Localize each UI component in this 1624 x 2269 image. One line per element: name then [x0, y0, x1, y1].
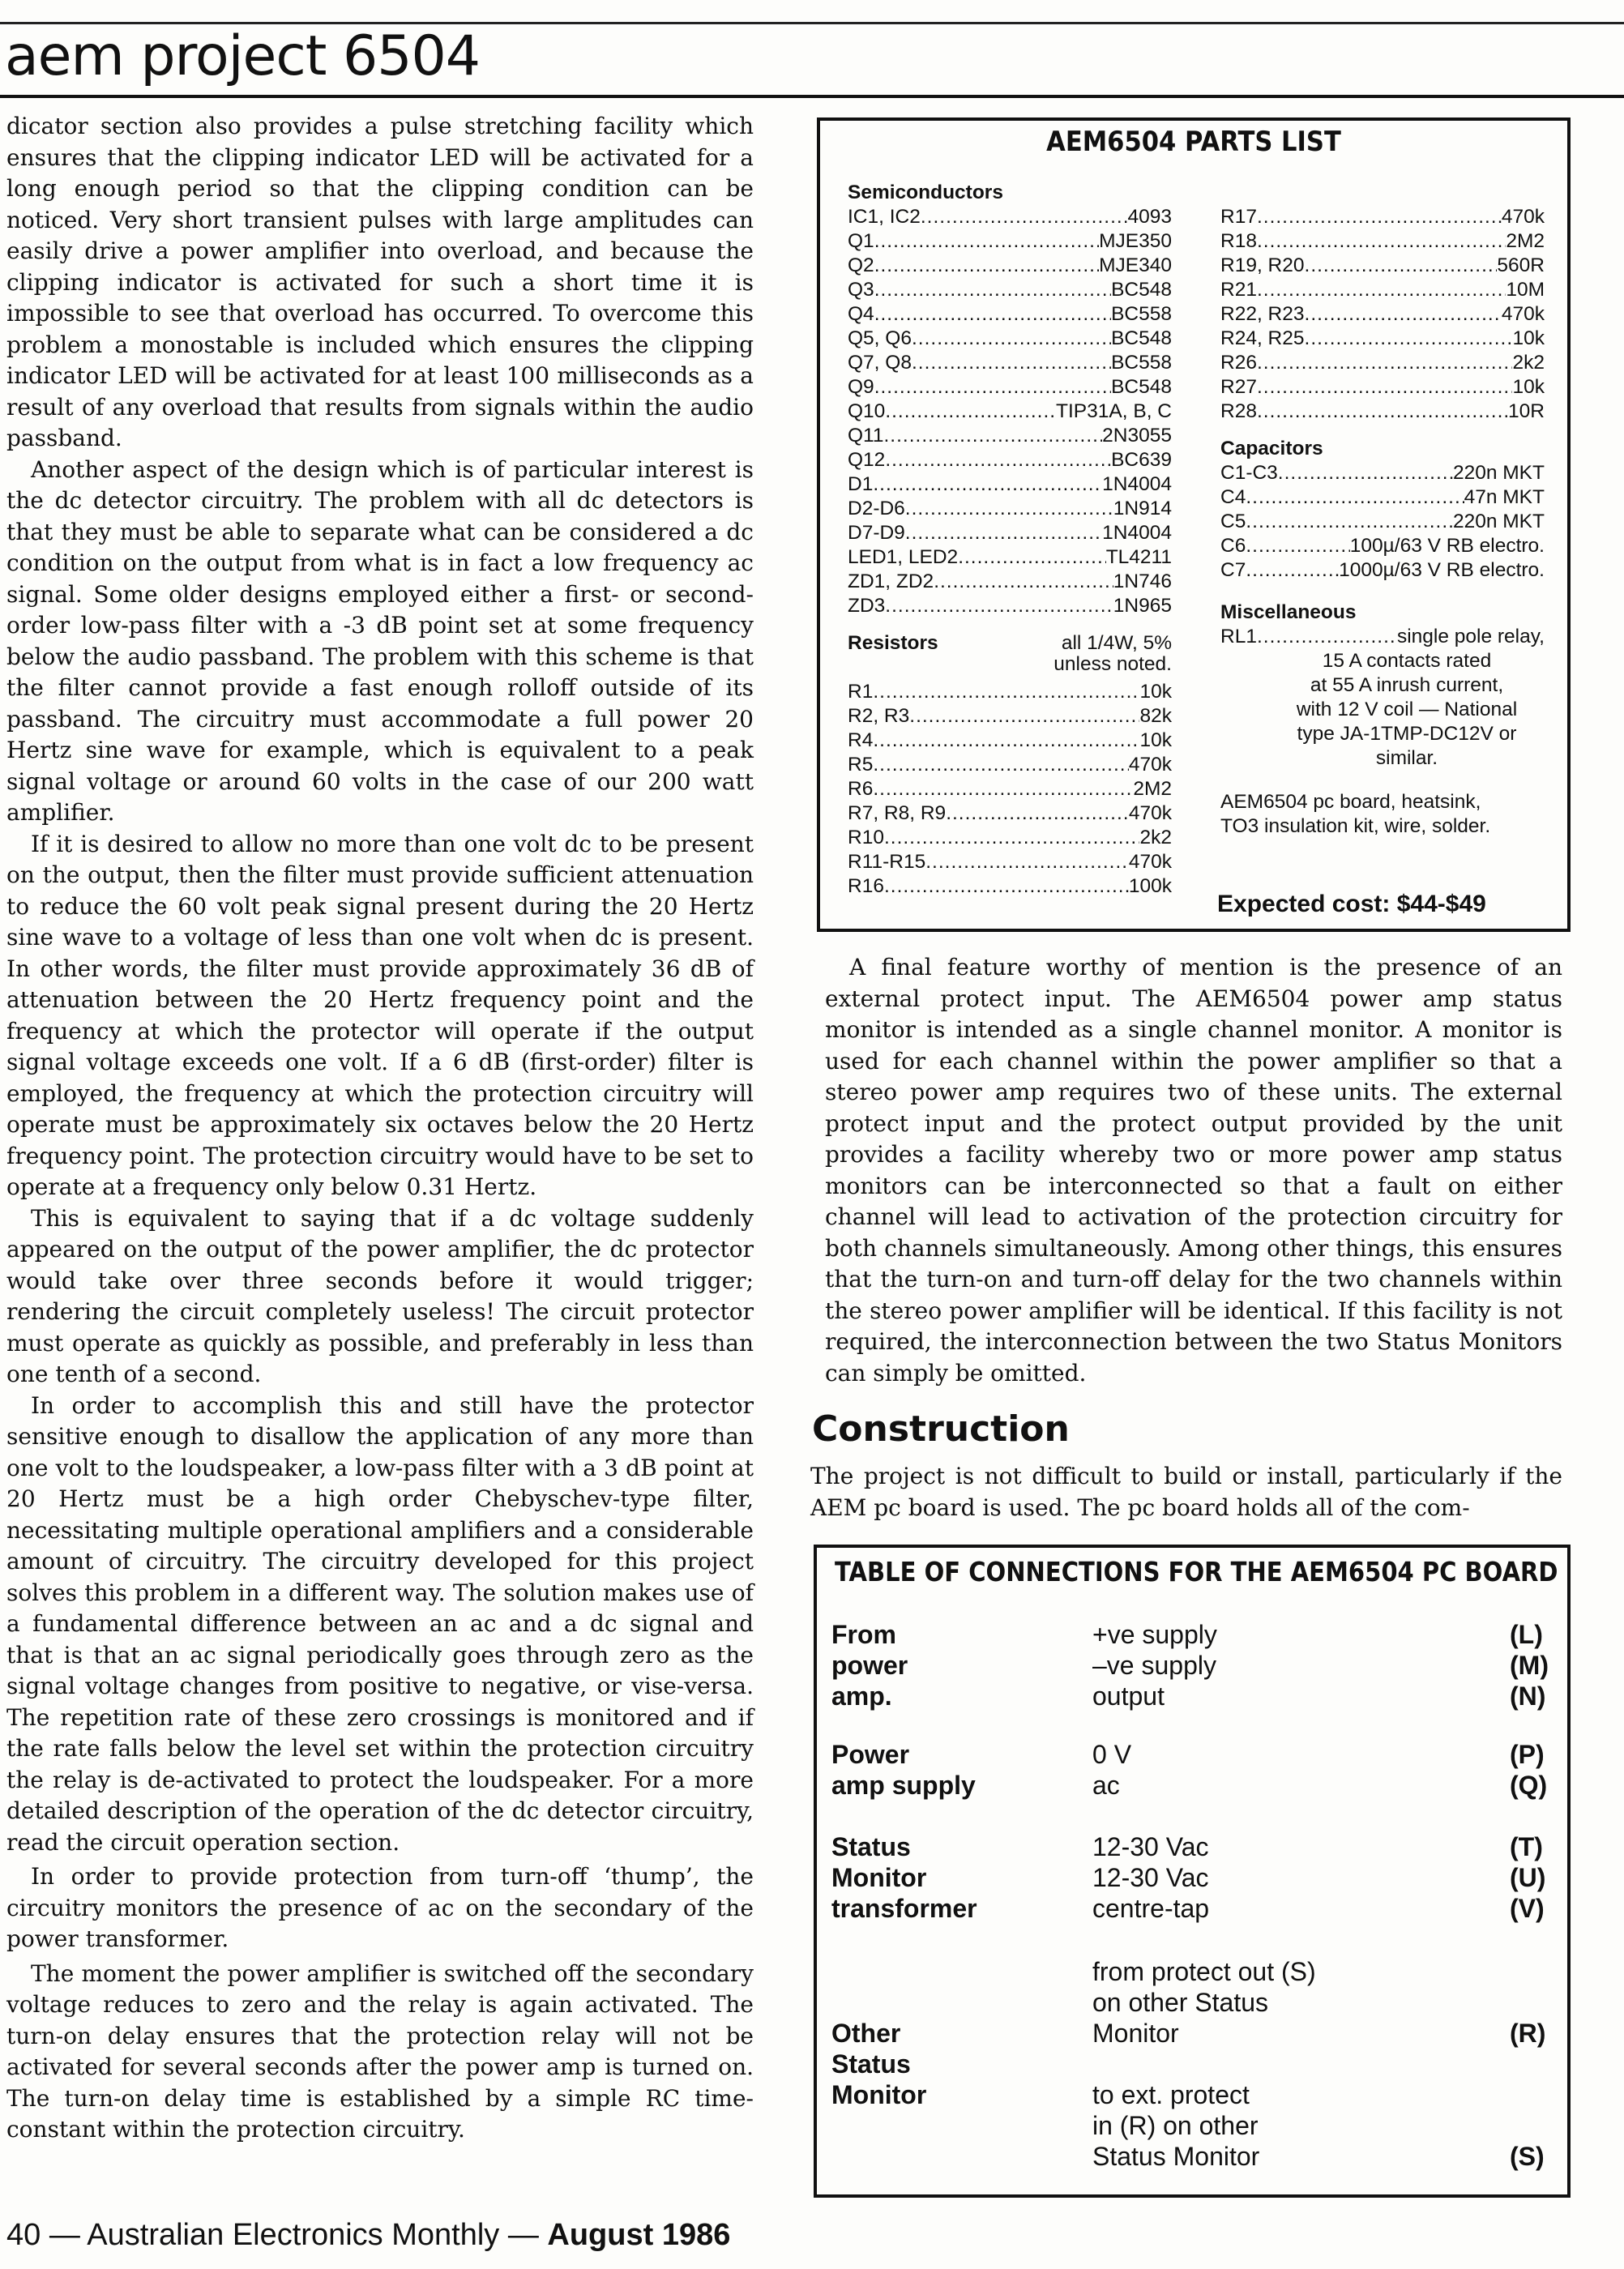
- parts-list-box: [817, 118, 1571, 932]
- parts-row: [1220, 534, 1545, 558]
- leader-dots: [874, 375, 1111, 400]
- part-value: 10R: [1508, 400, 1545, 422]
- connection-code: (V): [1510, 1894, 1545, 1923]
- relay-line: type JA-1TMP-DC12V or: [1297, 723, 1517, 745]
- part-ref: ZD1, ZD2: [848, 570, 934, 592]
- part-ref: R1: [848, 681, 874, 703]
- group-label: Power: [831, 1740, 910, 1769]
- connection-code: (T): [1510, 1832, 1543, 1861]
- connection-code: (L): [1510, 1620, 1543, 1649]
- connections-table: [814, 1545, 1571, 2198]
- part-value: BC558: [1111, 352, 1172, 374]
- part-value: 2N3055: [1102, 425, 1172, 447]
- parts-row: [1220, 351, 1545, 375]
- parts-row: [848, 400, 1172, 424]
- part-ref: Q9: [848, 376, 874, 398]
- part-value: 1N4004: [1102, 522, 1172, 544]
- connection-item: in (R) on other: [1092, 2111, 1259, 2140]
- leader-dots: [958, 545, 1106, 570]
- heading-rule: [0, 95, 1624, 98]
- part-ref: R19, R20: [1220, 254, 1305, 276]
- leader-dots: [1257, 205, 1502, 229]
- leader-dots: [1246, 485, 1464, 510]
- leader-dots: [934, 570, 1113, 594]
- part-ref: R26: [1220, 352, 1257, 374]
- part-value: MJE350: [1099, 230, 1172, 252]
- leader-dots: [1257, 400, 1508, 424]
- part-ref: R24, R25: [1220, 327, 1305, 349]
- part-ref: R11-R15: [848, 851, 926, 873]
- footer-prefix: 40 — Australian Electronics Monthly —: [6, 2218, 539, 2252]
- part-ref: R17: [1220, 206, 1257, 228]
- connection-item: 0 V: [1092, 1740, 1132, 1769]
- part-ref: R16: [848, 875, 884, 897]
- leader-dots: [884, 874, 1129, 899]
- parts-row: [848, 302, 1172, 327]
- parts-row: [1220, 375, 1545, 400]
- relay-line: at 55 A inrush current,: [1310, 674, 1504, 696]
- part-value: 10k: [1512, 327, 1545, 349]
- right-column-text: [825, 952, 1562, 1389]
- group-label: power: [831, 1651, 908, 1680]
- part-value: 4093: [1127, 206, 1172, 228]
- leader-dots: [1257, 278, 1506, 302]
- part-value: 100µ/63 V RB electro.: [1349, 535, 1545, 557]
- part-value: 10k: [1139, 681, 1172, 703]
- paragraph: The moment the power amplifier is switched off the secondary voltage reduces to zero and the relay is again activated. The turn-on delay ensures that the protection relay will not be activated for several seconds after the power amp is turned on. The turn-on delay time is established by a simple RC time-constant within the protection circuitry.: [6, 1959, 754, 2143]
- extras-line: TO3 insulation kit, wire, solder.: [1220, 815, 1491, 837]
- connection-item: output: [1092, 1681, 1165, 1711]
- part-ref: C5: [1220, 511, 1246, 532]
- part-ref: Q12: [848, 449, 886, 471]
- leader-dots: [1278, 461, 1453, 485]
- leader-dots: [925, 850, 1129, 874]
- part-value: 470k: [1128, 802, 1172, 824]
- paragraph: Another aspect of the design which is of particular interest is the dc detector circuitry. The problem with all dc detectors is that they must be able to separate what can be considered a dc condition on the output from what is in fact a low frequency ac signal. Some older designs employed either a first- or second-order low-pass filter with a -3 dB point set at some frequency below the audio passband. The problem with this scheme is that the filter cannot provide a fast enough rolloff outside of its passband. The circuitry must accommodate a full power 20 Hertz sine wave for example, which is equivalent to a peak signal voltage or around 60 volts in the case of our 200 watt amplifier.: [6, 455, 754, 826]
- parts-list-title: AEM6504 PARTS LIST: [1046, 126, 1341, 158]
- part-ref: D7-D9: [848, 522, 905, 544]
- part-ref: R10: [848, 827, 884, 848]
- leader-dots: [1257, 375, 1513, 400]
- group-label: Status: [831, 1832, 911, 1861]
- parts-row: [848, 327, 1172, 351]
- part-value: BC639: [1111, 449, 1172, 471]
- parts-row: [1220, 302, 1545, 327]
- part-ref: Q2: [848, 254, 874, 276]
- part-value: single pole relay,: [1396, 626, 1545, 647]
- parts-row: [848, 850, 1172, 874]
- paragraph: This is equivalent to saying that if a dc voltage suddenly appeared on the output of the power amplifier, the dc protector would take over three seconds before it would trigger; rendering the circuit completely useless! The circuit protector must operate as quickly as possible, and preferably in less than one tenth of a second.: [6, 1204, 754, 1387]
- semiconductors-heading: Semiconductors: [848, 182, 1003, 203]
- part-value: TIP31A, B, C: [1056, 400, 1172, 422]
- part-ref: R6: [848, 778, 874, 800]
- leader-dots: [873, 680, 1139, 704]
- part-value: BC558: [1111, 303, 1172, 325]
- part-value: 2M2: [1506, 230, 1545, 252]
- leader-dots: [1257, 229, 1506, 254]
- parts-row: [1220, 327, 1545, 351]
- construction-heading: Construction: [812, 1408, 1070, 1450]
- leader-dots: [912, 327, 1111, 351]
- connection-code: (N): [1510, 1681, 1546, 1711]
- part-ref: Q7, Q8: [848, 352, 912, 374]
- part-ref: R5: [848, 754, 874, 776]
- part-value: 2k2: [1139, 827, 1172, 848]
- parts-row: [848, 594, 1172, 618]
- connection-code: (Q): [1510, 1771, 1548, 1800]
- part-ref: Q3: [848, 279, 874, 301]
- parts-row: [848, 351, 1172, 375]
- expected-cost: Expected cost: $44-$49: [1217, 891, 1486, 917]
- paragraph: A final feature worthy of mention is the presence of an external protect input. The AEM6504 power amp status monitor is intended as a single channel monitor. A monitor is used for each channel within the power amplifier so that a stereo power amp requires two of these units. The external protect input and the protect output provided by the unit provides a facility whereby two or more power amp status monitors can be interconnected so that a fault on either channel will lead to activation of the protection circuitry for both channels simultaneously. Among other things, this ensures that the turn-on and turn-off delay for the two channels within the stereo power amplifier will be identical. If this facility is not required, the interconnection between the two Status Monitors can simply be omitted.: [825, 954, 1562, 1387]
- parts-row: [1220, 625, 1545, 649]
- part-value: 10k: [1512, 376, 1545, 398]
- part-ref: C6: [1220, 535, 1246, 557]
- leader-dots: [912, 351, 1111, 375]
- parts-row: [1220, 558, 1545, 583]
- part-ref: R22, R23: [1220, 303, 1305, 325]
- parts-row: [848, 826, 1172, 850]
- parts-row: [848, 777, 1172, 801]
- capacitors-heading: Capacitors: [1220, 438, 1323, 459]
- leader-dots: [885, 400, 1056, 424]
- part-ref: R21: [1220, 279, 1257, 301]
- part-value: 1N914: [1113, 498, 1172, 519]
- part-ref: D1: [848, 473, 874, 495]
- leader-dots: [884, 424, 1103, 448]
- part-ref: LED1, LED2: [848, 546, 959, 568]
- part-value: 220n MKT: [1452, 462, 1545, 484]
- part-ref: Q11: [848, 425, 884, 447]
- part-ref: ZD3: [848, 595, 886, 617]
- part-value: 560R: [1497, 254, 1545, 276]
- leader-dots: [874, 254, 1099, 278]
- connection-item: 12-30 Vac: [1092, 1863, 1209, 1892]
- connection-item: –ve supply: [1092, 1651, 1216, 1680]
- connection-code: (S): [1510, 2142, 1545, 2171]
- leader-dots: [1305, 302, 1502, 327]
- part-value: 470k: [1501, 206, 1545, 228]
- resistors-note-2: unless noted.: [1053, 653, 1172, 675]
- parts-row: [848, 753, 1172, 777]
- resistors-heading: Resistors: [848, 632, 938, 654]
- part-value: 470k: [1501, 303, 1545, 325]
- extras-line: AEM6504 pc board, heatsink,: [1220, 791, 1481, 813]
- part-value: BC548: [1111, 376, 1172, 398]
- relay-description: [1220, 649, 1545, 771]
- group-label: Monitor: [831, 1863, 927, 1892]
- group-label: Status: [831, 2049, 911, 2079]
- part-value: BC548: [1111, 279, 1172, 301]
- connection-item: Monitor: [1092, 2019, 1179, 2048]
- leader-dots: [1305, 327, 1513, 351]
- part-value: 2M2: [1133, 778, 1172, 800]
- part-value: 10M: [1506, 279, 1545, 301]
- connections-title: TABLE OF CONNECTIONS FOR THE AEM6504 PC BOARD: [835, 1556, 1558, 1587]
- leader-dots: [1257, 351, 1513, 375]
- relay-line: similar.: [1375, 747, 1438, 769]
- parts-row: [848, 570, 1172, 594]
- footer-date: August 1986: [547, 2218, 731, 2252]
- part-ref: R4: [848, 729, 874, 751]
- leader-dots: [909, 704, 1139, 729]
- parts-row: [1220, 510, 1545, 534]
- paragraph: If it is desired to allow no more than one volt dc to be present on the output, then the filter must provide sufficient attenuation to reduce the 60 volt peak signal present during the 20 Hertz sine wave to a voltage of less than one volt when dc is present. In other words, the filter must provide approximately 36 dB of attenuation between the 20 Hertz frequency point and the frequency at which the protector will operate if the output signal voltage exceeds one volt. If a 6 dB (first-order) filter is employed, the frequency at which the protection circuitry will operate must be approximately six octaves below the 20 Hertz frequency point. The protection circuitry would have to be set to operate at a frequency only below 0.31 Hertz.: [6, 830, 754, 1200]
- part-value: TL4211: [1105, 546, 1172, 568]
- parts-row: [848, 254, 1172, 278]
- connection-item: to ext. protect: [1092, 2080, 1250, 2109]
- paragraph: dicator section also provides a pulse stretching facility which ensures that the clipping indicator LED will be activated for a long enough period so that the clipping condition can be noticed. Very short transient pulses with large amplitudes can easily drive a power amplifier into overload, and because the clipping indicator is activated for such a short time it is impossible to see that overload has occurred. To overcome this problem a monostable is included which ensures the clipping indicator LED will be activated for at least 100 milliseconds as a result of any overload that results from signals within the audio passband.: [6, 113, 754, 451]
- leader-dots: [874, 302, 1111, 327]
- part-ref: R2, R3: [848, 705, 910, 727]
- part-value: 10k: [1139, 729, 1172, 751]
- part-ref: R28: [1220, 400, 1257, 422]
- connection-item: centre-tap: [1092, 1894, 1210, 1923]
- connection-item: 12-30 Vac: [1092, 1832, 1209, 1861]
- leader-dots: [905, 521, 1102, 545]
- leader-dots: [1246, 510, 1453, 534]
- parts-row: [848, 424, 1172, 448]
- leader-dots: [1305, 254, 1498, 278]
- parts-row: [848, 729, 1172, 753]
- part-ref: Q1: [848, 230, 874, 252]
- part-value: 100k: [1128, 875, 1172, 897]
- parts-row: [848, 704, 1172, 729]
- extras: [1220, 790, 1545, 839]
- group-label: transformer: [831, 1894, 977, 1923]
- part-value: 2k2: [1512, 352, 1545, 374]
- part-value: 1N4004: [1102, 473, 1172, 495]
- parts-row: [1220, 229, 1545, 254]
- part-value: 82k: [1139, 705, 1172, 727]
- resistors-note: all 1/4W, 5%: [1061, 632, 1172, 654]
- connection-item: +ve supply: [1092, 1620, 1217, 1649]
- parts-row: [848, 680, 1172, 704]
- parts-row: [848, 801, 1172, 826]
- parts-row: [848, 375, 1172, 400]
- leader-dots: [921, 205, 1128, 229]
- part-ref: Q4: [848, 303, 874, 325]
- part-ref: IC1, IC2: [848, 206, 921, 228]
- parts-row: [848, 448, 1172, 472]
- parts-row: [1220, 254, 1545, 278]
- group-label: Other: [831, 2019, 901, 2048]
- group-label: amp supply: [831, 1771, 976, 1800]
- construction-text: [810, 1461, 1562, 1523]
- part-ref: Q5, Q6: [848, 327, 912, 349]
- connection-item: ac: [1092, 1771, 1120, 1800]
- parts-row: [848, 229, 1172, 254]
- part-ref: R7, R8, R9: [848, 802, 947, 824]
- connection-code: (P): [1510, 1740, 1545, 1769]
- relay-line: 15 A contacts rated: [1322, 650, 1492, 672]
- part-value: 220n MKT: [1452, 511, 1545, 532]
- parts-row: [1220, 205, 1545, 229]
- leader-dots: [946, 801, 1129, 826]
- part-ref: R18: [1220, 230, 1257, 252]
- relay-line: with 12 V coil — National: [1296, 699, 1518, 720]
- part-ref: D2-D6: [848, 498, 905, 519]
- parts-row: [848, 521, 1172, 545]
- part-ref: C4: [1220, 486, 1246, 508]
- parts-row: [848, 205, 1172, 229]
- part-ref: C1-C3: [1220, 462, 1278, 484]
- group-label: From: [831, 1620, 896, 1649]
- leader-dots: [885, 448, 1111, 472]
- leader-dots: [873, 472, 1102, 497]
- connection-code: (M): [1510, 1651, 1549, 1680]
- part-ref: R27: [1220, 376, 1257, 398]
- paragraph: In order to accomplish this and still have the protector sensitive enough to disallow the application of any more than one volt to the loudspeaker, a low-pass filter with a 3 dB point at 20 Hertz must be a high order Chebyschev-type filter, necessitating multiple operational amplifiers and a considerable amount of circuitry. The circuitry developed for this project solves this problem in a different way. The solution makes use of a fundamental difference between an ac and a dc signal and that is that an ac signal periodically goes through zero as the signal voltage changes from positive to negative, or vise-versa. The repetition rate of these zero crossings is monitored and if the rate falls below the level set within the protection circuitry the relay is de-activated to protect the loudspeaker. For a more detailed description of the operation of the dc detector circuitry, read the circuit operation section.: [6, 1391, 754, 1856]
- parts-row: [1220, 485, 1545, 510]
- part-value: 470k: [1128, 851, 1172, 873]
- leader-dots: [1246, 558, 1339, 583]
- leader-dots: [1246, 534, 1349, 558]
- parts-row: [1220, 400, 1545, 424]
- parts-row: [848, 472, 1172, 497]
- leader-dots: [873, 753, 1129, 777]
- paragraph: The project is not difficult to build or install, particularly if the AEM pc board is used. The pc board holds all of the com-: [810, 1463, 1562, 1521]
- group-label: amp.: [831, 1681, 892, 1711]
- connection-item: Status Monitor: [1092, 2142, 1260, 2171]
- parts-row: [848, 874, 1172, 899]
- parts-row: [1220, 461, 1545, 485]
- leader-dots: [905, 497, 1113, 521]
- part-value: 1000µ/63 V RB electro.: [1339, 559, 1545, 581]
- part-value: 470k: [1128, 754, 1172, 776]
- group-label: Monitor: [831, 2080, 927, 2109]
- part-ref: Q10: [848, 400, 886, 422]
- part-ref: RL1: [1220, 626, 1257, 647]
- connection-code: (R): [1510, 2019, 1546, 2048]
- part-value: MJE340: [1099, 254, 1172, 276]
- page-heading: aem project 6504: [5, 24, 481, 88]
- parts-list-right-column: [1220, 205, 1545, 839]
- parts-row: [848, 278, 1172, 302]
- paragraph: In order to provide protection from turn-off ‘thump’, the circuitry monitors the presence of ac on the secondary of the power transformer.: [6, 1863, 754, 1952]
- leader-dots: [873, 777, 1133, 801]
- parts-list-left-column: [848, 181, 1172, 899]
- part-value: 47n MKT: [1464, 486, 1545, 508]
- connection-item: from protect out (S): [1092, 1957, 1316, 1986]
- part-ref: C7: [1220, 559, 1246, 581]
- connection-item: on other Status: [1092, 1988, 1269, 2017]
- parts-row: [848, 497, 1172, 521]
- leader-dots: [873, 729, 1139, 753]
- leader-dots: [874, 229, 1099, 254]
- parts-row: [1220, 278, 1545, 302]
- leader-dots: [874, 278, 1111, 302]
- leader-dots: [884, 826, 1140, 850]
- leader-dots: [885, 594, 1113, 618]
- part-value: BC548: [1111, 327, 1172, 349]
- left-column: [6, 111, 754, 2146]
- part-value: 1N746: [1113, 570, 1172, 592]
- part-value: 1N965: [1113, 595, 1172, 617]
- misc-heading: Miscellaneous: [1220, 601, 1357, 623]
- connection-code: (U): [1510, 1863, 1546, 1892]
- parts-row: [848, 545, 1172, 570]
- page-footer: [6, 2218, 730, 2253]
